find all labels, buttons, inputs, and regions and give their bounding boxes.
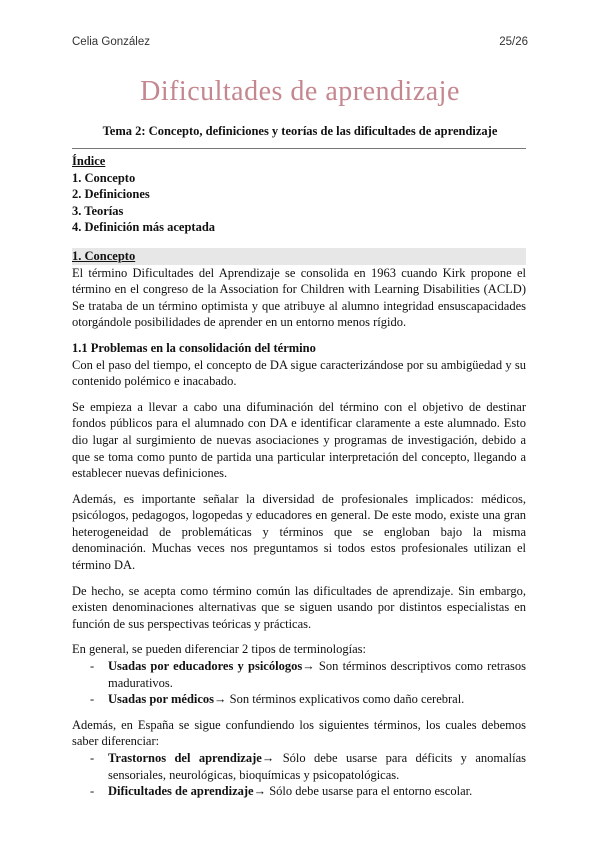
terms-list [72, 750, 526, 800]
document-body [72, 153, 526, 800]
list-item-term: Usadas por médicos [108, 692, 215, 707]
paragraph: Además, en España se sigue confundiendo los siguientes términos, los cuales debemos saber diferenciar: [72, 717, 526, 749]
paragraph: Además, es importante señalar la diversidad de profesionales implicados: médicos, psicólogos, pedagogos, logopedas y educadores en general. De este modo, existe una gran heterogeneidad de problemáticas y términos que se engloban bajo la misma denominación. Muchas veces nos preguntamos si todos estos profesionales utilizan el término DA. [72, 491, 526, 573]
subsection-title: 1.1 Problemas en la consolidación del término [72, 340, 316, 355]
header-page-number: 25/26 [499, 36, 528, 48]
paragraph: En general, se pueden diferenciar 2 tipos de terminologías: [72, 642, 366, 657]
list-item [72, 750, 526, 783]
index-title: Índice [72, 154, 106, 168]
list-item [72, 691, 526, 708]
index-item: 3. Teorías [72, 203, 124, 218]
list-item-text: → Sólo debe usarse para el entorno escolar. [253, 784, 473, 799]
paragraph: Con el paso del tiempo, el concepto de DA sigue caracterizándose por su ambigüedad y su contenido polémico e inacabado. [72, 357, 526, 389]
list-item-term: Trastornos del aprendizaje [108, 751, 262, 765]
list-item [72, 658, 526, 691]
index-item: 4. Definición más aceptada [72, 220, 216, 235]
list-item-text: → Sólo debe usarse para déficits y anomalías sensoriales, neurológicas, bioquímicas y psicopatológicas. [108, 751, 526, 782]
list-dash: - [90, 784, 95, 799]
index-item: 2. Definiciones [72, 187, 150, 202]
list-item [72, 783, 526, 800]
list-dash: - [90, 751, 95, 765]
list-item-term: Usadas por educadores y psicólogos [108, 659, 303, 674]
section-title-concepto: 1. Concepto [72, 248, 526, 265]
terminology-list [72, 658, 526, 708]
title-divider [72, 148, 526, 149]
list-item-text: → Son términos explicativos como daño cerebral. [214, 692, 465, 707]
paragraph: De hecho, se acepta como término común las dificultades de aprendizaje. Sin embargo, existen denominaciones alternativas que se siguen usando por distintos especialistas en función de sus perspectivas teóricas y prácticas. [72, 583, 526, 631]
index-item: 1. Concepto [72, 170, 136, 185]
document-title: Dificultades de aprendizaje [140, 76, 460, 107]
list-item-term: Dificultades de aprendizaje [108, 784, 254, 799]
paragraph: Se empieza a llevar a cabo una difuminación del término con el objetivo de destinar fondos públicos para el alumnado con DA e identificar claramente a este alumnado. Esto dio lugar al surgimiento de nuevas asociaciones y programas de investigación, debido a que se toma como punto de partida una particular interpretación del concepto, llegando a establecer nuevas definiciones. [72, 399, 526, 481]
list-item-text: → Son términos descriptivos como retrasos madurativos. [108, 659, 527, 690]
list-dash: - [90, 659, 95, 674]
paragraph: El término Dificultades del Aprendizaje se consolida en 1963 cuando Kirk propone el término en el congreso de la Association for Children with Learning Disabilities (ACLD) Se trataba de un término optimista y que atribuye al alumno integridad ensuscapacidades otorgándole posibilidades de aprender en un entorno menos rígido. [72, 265, 526, 330]
list-dash: - [90, 692, 95, 707]
document-subtitle: Tema 2: Concepto, definiciones y teorías de las dificultades de aprendizaje [102, 124, 498, 138]
header-author: Celia González [72, 36, 150, 48]
